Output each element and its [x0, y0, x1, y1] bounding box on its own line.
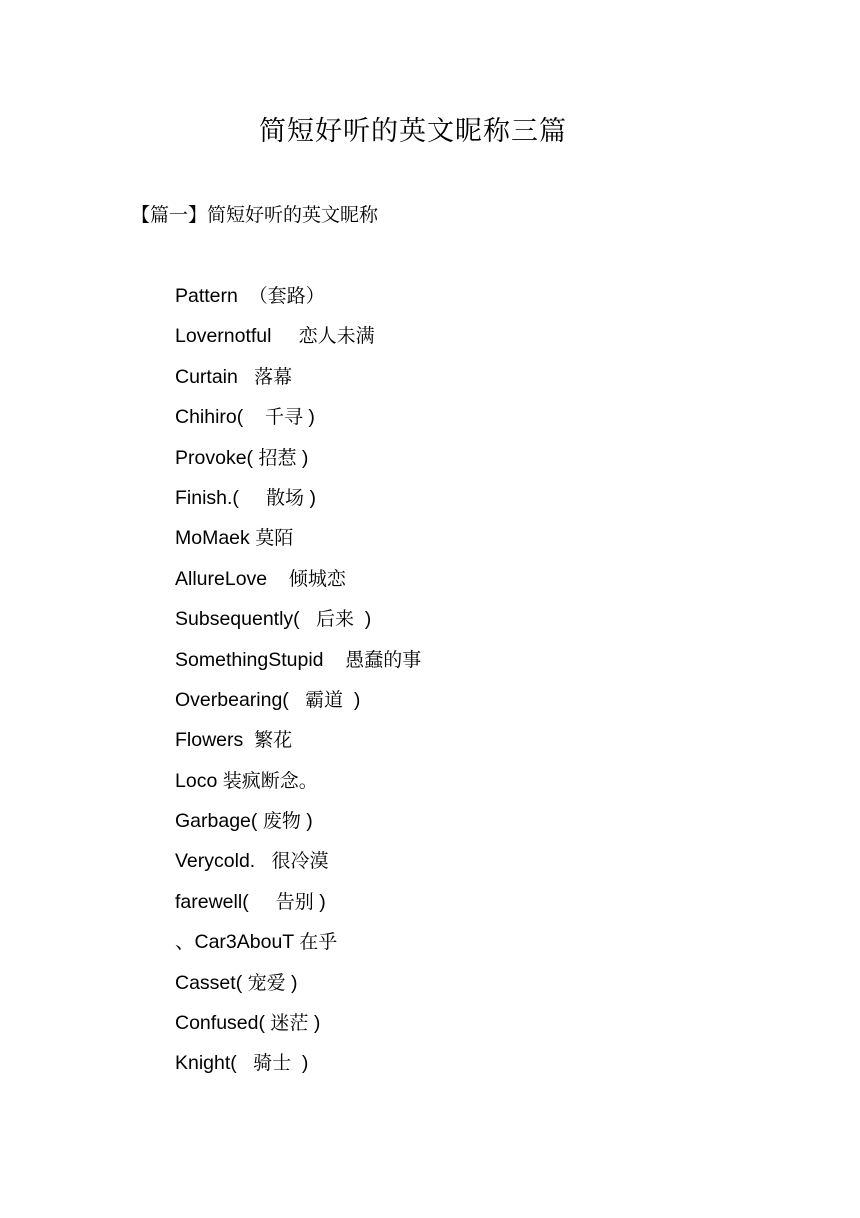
chinese-meaning: 恋人未满 — [298, 325, 375, 348]
spacer — [267, 568, 289, 590]
english-nickname: Overbearing( — [175, 688, 289, 711]
english-nickname: MoMaek — [175, 527, 250, 550]
closing-paren: ) — [296, 446, 309, 469]
chinese-meaning: （套路） — [248, 285, 325, 307]
chinese-meaning: 迷茫 — [270, 1012, 309, 1035]
spacer — [289, 689, 305, 711]
nickname-item — [175, 846, 421, 886]
closing-paren: ) — [302, 406, 315, 429]
chinese-meaning: 装疯断念。 — [222, 769, 318, 792]
nickname-item — [175, 968, 421, 1008]
closing-paren: ) — [285, 971, 298, 994]
nickname-item — [175, 281, 421, 321]
spacer — [300, 608, 316, 630]
chinese-meaning: 倾城恋 — [288, 567, 346, 590]
chinese-meaning: 告别 — [275, 890, 314, 913]
closing-paren: ) — [304, 486, 316, 509]
nickname-item — [175, 443, 421, 483]
english-nickname: farewell( — [175, 890, 249, 913]
closing-paren: ) — [300, 810, 313, 833]
english-nickname: Loco — [175, 769, 218, 792]
nickname-item — [175, 766, 421, 806]
nickname-item — [175, 725, 421, 765]
nickname-item — [175, 927, 421, 967]
nickname-item — [175, 645, 421, 685]
chinese-meaning: 在乎 — [299, 931, 338, 954]
chinese-meaning: 繁花 — [254, 729, 293, 752]
english-nickname: Verycold. — [175, 850, 256, 873]
english-nickname: Flowers — [175, 729, 244, 752]
closing-paren: ) — [353, 608, 372, 631]
english-nickname: Finish.( — [175, 486, 239, 509]
closing-paren: ) — [313, 890, 326, 913]
chinese-meaning: 宠爱 — [247, 971, 286, 994]
english-nickname: Confused( — [175, 1012, 265, 1035]
english-nickname: Subsequently( — [175, 608, 300, 631]
nickname-item — [175, 604, 421, 644]
english-nickname: AllureLove — [175, 567, 268, 590]
spacer — [249, 891, 276, 913]
nickname-list — [175, 281, 421, 1089]
nickname-item — [175, 523, 421, 563]
english-nickname: Garbage( — [175, 810, 258, 833]
chinese-meaning: 愚蠢的事 — [345, 648, 422, 671]
chinese-meaning: 散场 — [266, 486, 305, 509]
page-title: 简短好听的英文昵称三篇 — [259, 116, 567, 147]
nickname-item — [175, 564, 421, 604]
english-nickname: Lovernotful — [175, 325, 272, 348]
nickname-item — [175, 1008, 421, 1048]
english-nickname: Knight( — [175, 1052, 237, 1075]
english-nickname: Curtain — [175, 365, 238, 388]
closing-paren: ) — [343, 688, 361, 711]
closing-paren: ) — [291, 1052, 309, 1075]
closing-paren: ) — [308, 1012, 321, 1035]
chinese-meaning: 招惹 — [258, 446, 297, 469]
chinese-meaning: 后来 — [315, 608, 354, 631]
section-heading: 【篇一】简短好听的英文昵称 — [131, 204, 379, 226]
nickname-item — [175, 887, 421, 927]
chinese-meaning: 霸道 — [305, 688, 344, 711]
english-nickname: Pattern — [175, 285, 238, 307]
chinese-meaning: 莫陌 — [255, 527, 294, 550]
spacer — [239, 487, 266, 509]
spacer — [238, 366, 254, 388]
chinese-meaning: 千寻 — [264, 406, 303, 429]
spacer — [324, 649, 346, 671]
nickname-item — [175, 483, 421, 523]
chinese-meaning: 骑士 — [253, 1052, 292, 1075]
english-nickname: Provoke( — [175, 446, 254, 469]
nickname-item — [175, 806, 421, 846]
nickname-item — [175, 685, 421, 725]
english-nickname: SomethingStupid — [175, 648, 324, 671]
spacer — [243, 406, 265, 428]
chinese-meaning: 落幕 — [254, 365, 293, 388]
english-nickname: 、Car3AbouT — [175, 931, 294, 954]
chinese-meaning: 废物 — [262, 810, 301, 833]
spacer — [237, 1052, 253, 1074]
spacer — [271, 325, 298, 347]
nickname-item — [175, 402, 421, 442]
english-nickname: Casset( — [175, 971, 243, 994]
spacer — [243, 729, 254, 751]
nickname-item — [175, 362, 421, 402]
spacer — [238, 285, 249, 307]
english-nickname: Chihiro( — [175, 406, 244, 429]
nickname-item — [175, 1048, 421, 1088]
spacer — [255, 850, 271, 872]
nickname-item — [175, 321, 421, 361]
chinese-meaning: 很冷漠 — [271, 850, 329, 873]
